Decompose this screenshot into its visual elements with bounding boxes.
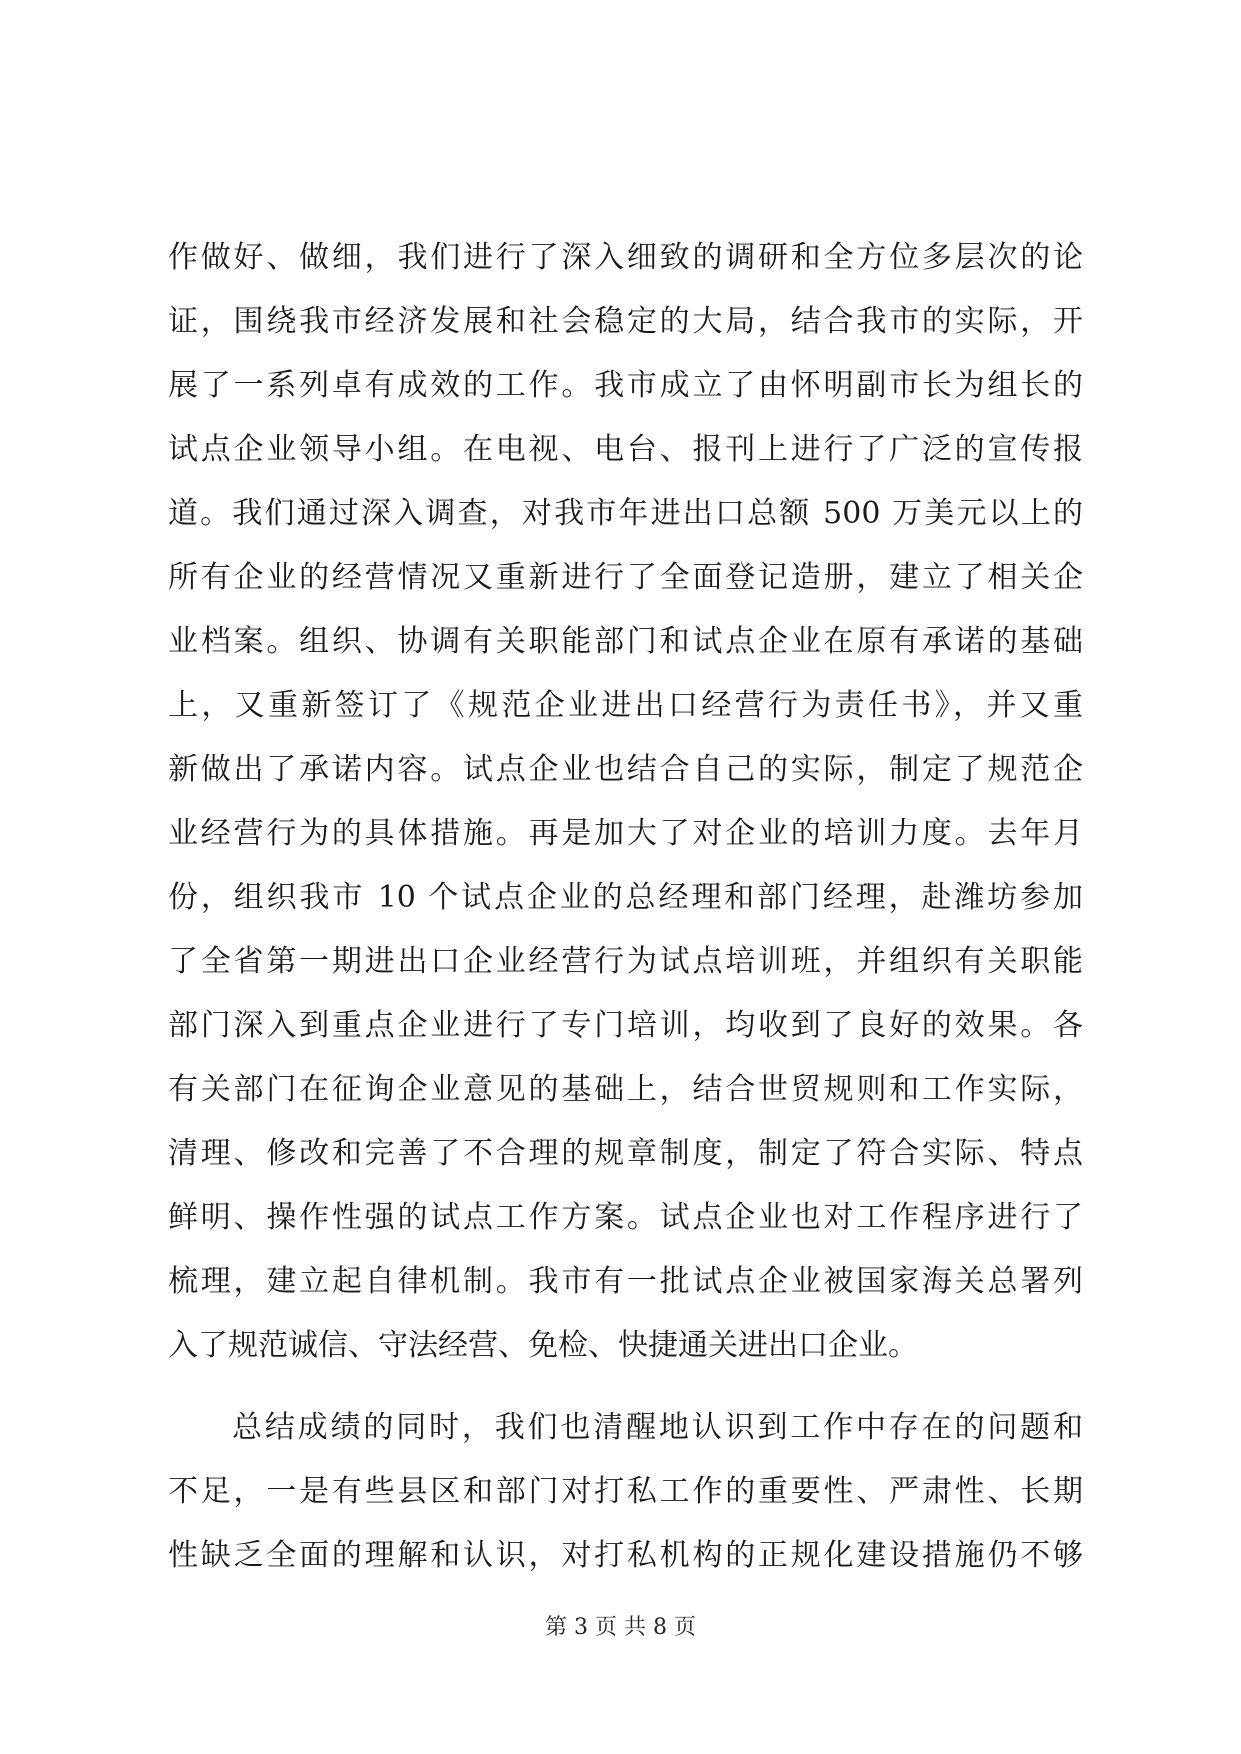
text-line: 证，围绕我市经济发展和社会稳定的大局，结合我市的实际，开 [168, 304, 1083, 339]
paragraph-gap [168, 1378, 1083, 1396]
text-line: 了全省第一期进出口企业经营行为试点培训班，并组织有关职能 [168, 944, 1083, 979]
text-line: 性缺乏全面的理解和认识，对打私机构的正规化建设措施仍不够 [168, 1538, 1083, 1573]
paragraph-1 [168, 226, 1083, 1378]
page-number-footer: 第 3 页 共 8 页 [545, 1615, 696, 1640]
text-line: 入了规范诚信、守法经营、免检、快捷通关进出口企业。 [168, 1328, 918, 1363]
body-text [168, 226, 1083, 1588]
text-line: 梳理，建立起自律机制。我市有一批试点企业被国家海关总署列 [168, 1264, 1083, 1299]
text-line: 试点企业领导小组。在电视、电台、报刊上进行了广泛的宣传报 [168, 432, 1083, 467]
text-line: 有关部门在征询企业意见的基础上，结合世贸规则和工作实际， [168, 1072, 1083, 1107]
text-line: 清理、修改和完善了不合理的规章制度，制定了符合实际、特点 [168, 1136, 1083, 1171]
text-line: 总结成绩的同时，我们也清醒地认识到工作中存在的问题和 [232, 1410, 1083, 1445]
paragraph-2 [168, 1396, 1083, 1588]
text-line: 不足，一是有些县区和部门对打私工作的重要性、严肃性、长期 [168, 1474, 1083, 1509]
text-line: 鲜明、操作性强的试点工作方案。试点企业也对工作程序进行了 [168, 1200, 1083, 1235]
text-line: 道。我们通过深入调查，对我市年进出口总额 500 万美元以上的 [168, 496, 1083, 531]
text-line: 所有企业的经营情况又重新进行了全面登记造册，建立了相关企 [168, 560, 1083, 595]
text-line: 上，又重新签订了《规范企业进出口经营行为责任书》，并又重 [168, 688, 1083, 723]
text-line: 份，组织我市 10 个试点企业的总经理和部门经理，赴潍坊参加 [168, 880, 1083, 915]
text-line: 新做出了承诺内容。试点企业也结合自己的实际，制定了规范企 [168, 752, 1083, 787]
text-line: 作做好、做细，我们进行了深入细致的调研和全方位多层次的论 [168, 240, 1083, 275]
text-line: 业档案。组织、协调有关职能部门和试点企业在原有承诺的基础 [168, 624, 1083, 659]
text-line: 展了一系列卓有成效的工作。我市成立了由怀明副市长为组长的 [168, 368, 1083, 403]
text-line: 部门深入到重点企业进行了专门培训，均收到了良好的效果。各 [168, 1008, 1083, 1043]
text-line: 业经营行为的具体措施。再是加大了对企业的培训力度。去年月 [168, 816, 1083, 851]
